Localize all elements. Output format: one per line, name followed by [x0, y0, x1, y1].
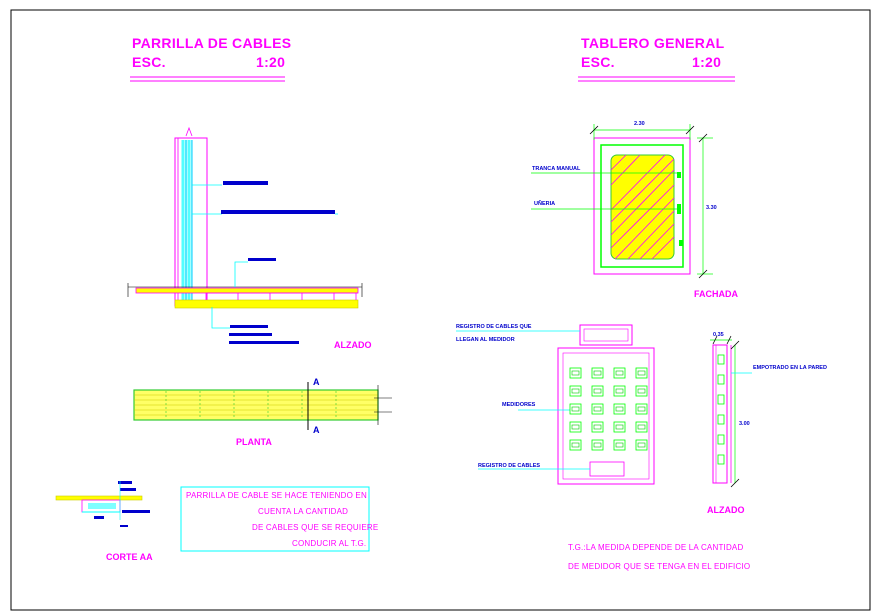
meter-window — [594, 389, 601, 393]
footer-note-line-2: DE MEDIDOR QUE SE TENGA EN EL EDIFICIO — [568, 562, 751, 571]
meter-box — [614, 368, 625, 378]
meter-box — [570, 422, 581, 432]
meter-window — [616, 389, 623, 393]
tablero-scale-value: 1:20 — [692, 54, 722, 70]
parrilla-scale-value: 1:20 — [256, 54, 286, 70]
dim-alzado-height: 3.00 — [739, 421, 750, 427]
meter-window — [638, 389, 645, 393]
meter-box — [592, 404, 603, 414]
meter-window — [572, 407, 579, 411]
label-unera: UÑERIA — [534, 201, 556, 207]
tablero-fachada-drawing — [531, 124, 713, 278]
label-empotrado: EMPOTRADO EN LA PARED — [753, 365, 827, 371]
section-mark-bottom: A — [313, 425, 320, 435]
parrilla-alzado-label: ALZADO — [334, 340, 372, 350]
meter-box — [570, 368, 581, 378]
parrilla-note-line-3: DE CABLES QUE SE REQUIERE — [252, 523, 379, 532]
meter-box — [614, 386, 625, 396]
meter-box — [570, 386, 581, 396]
meter-box — [592, 386, 603, 396]
meter-window — [616, 371, 623, 375]
meter-box — [570, 440, 581, 450]
horizontal-tray — [136, 288, 358, 293]
parrilla-note-line-2: CUENTA LA CANTIDAD — [258, 507, 349, 516]
parrilla-title-underline — [130, 77, 285, 81]
tablero-title: TABLERO GENERAL — [581, 35, 725, 51]
tablero-title-underline — [578, 77, 735, 81]
label-registro-cables: REGISTRO DE CABLES — [478, 463, 541, 469]
meter-window — [594, 443, 601, 447]
meter-window — [572, 389, 579, 393]
meter-box — [592, 440, 603, 450]
meter-window — [594, 425, 601, 429]
meter-window — [638, 371, 645, 375]
meter-box — [636, 440, 647, 450]
meter-window — [638, 443, 645, 447]
corte-aa-drawing — [56, 481, 150, 527]
parrilla-planta-drawing — [134, 382, 392, 430]
meter-box — [614, 440, 625, 450]
fachada-label: FACHADA — [694, 289, 738, 299]
dim-depth: 0.35 — [713, 332, 724, 338]
meter-window — [616, 407, 623, 411]
dim-height: 3.30 — [706, 205, 717, 211]
sheet-border — [11, 10, 870, 610]
label-registro-medidor-2: LLEGAN AL MEDIDOR — [456, 337, 515, 343]
parrilla-title: PARRILLA DE CABLES — [132, 35, 292, 51]
meter-grid — [570, 368, 647, 450]
label-tranca: TRANCA MANUAL — [532, 166, 581, 172]
meter-box — [592, 422, 603, 432]
parrilla-note-line-4: CONDUCIR AL T.G. — [292, 539, 367, 548]
parrilla-note-line-1: PARRILLA DE CABLE SE HACE TENIENDO EN — [186, 491, 367, 500]
meter-box — [636, 422, 647, 432]
meter-window — [616, 425, 623, 429]
tablero-scale-label: ESC. — [581, 54, 615, 70]
meter-box — [636, 404, 647, 414]
meter-window — [616, 443, 623, 447]
meter-box — [636, 368, 647, 378]
meter-window — [594, 371, 601, 375]
tablero-alzado-drawing — [710, 336, 752, 487]
footer-note-line-1: T.G.:LA MEDIDA DEPENDE DE LA CANTIDAD — [568, 543, 744, 552]
meter-box — [614, 422, 625, 432]
meter-box — [570, 404, 581, 414]
label-registro-medidor-1: REGISTRO DE CABLES QUE — [456, 324, 532, 330]
dim-width: 2.30 — [634, 121, 645, 127]
meter-window — [572, 425, 579, 429]
meter-box — [592, 368, 603, 378]
meter-window — [638, 407, 645, 411]
meter-window — [594, 407, 601, 411]
tablero-alzado-label: ALZADO — [707, 505, 745, 515]
section-mark-top: A — [313, 377, 320, 387]
meter-window — [572, 371, 579, 375]
meter-window — [638, 425, 645, 429]
parrilla-planta-label: PLANTA — [236, 437, 272, 447]
parrilla-alzado-drawing — [128, 128, 362, 344]
parrilla-scale-label: ESC. — [132, 54, 166, 70]
label-medidores: MEDIDORES — [502, 402, 536, 408]
corte-aa-label: CORTE AA — [106, 552, 153, 562]
meter-box — [636, 386, 647, 396]
meter-box — [614, 404, 625, 414]
meter-window — [572, 443, 579, 447]
medidores-panel-drawing — [456, 325, 654, 484]
